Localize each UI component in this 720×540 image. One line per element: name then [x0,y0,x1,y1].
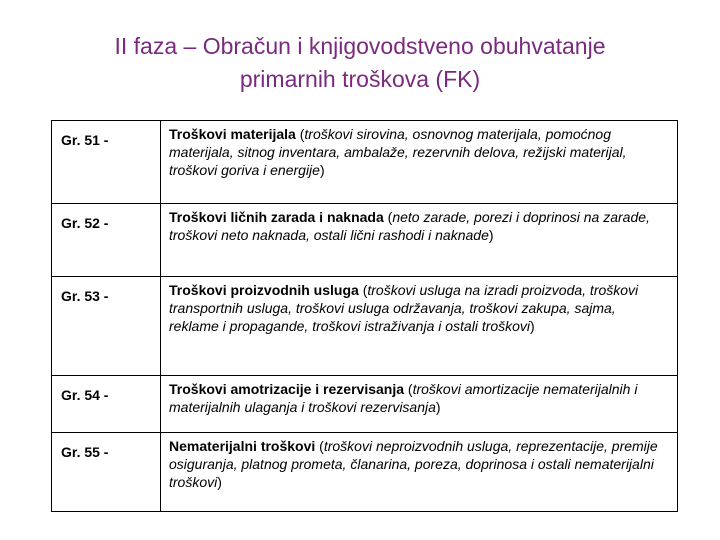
table-row [52,204,678,277]
group-description: Troškovi ličnih zarada i naknada (neto zarade, porezi i doprinosi na zarade, troškovi neto naknada, ostali lični rashodi i naknade) [161,204,678,277]
group-description: Troškovi materijala (troškovi sirovina, osnovnog materijala, pomoćnog materijala, sitnog inventara, ambalaže, rezervnih delova, režijski materijal, troškovi goriva i energije) [161,121,678,204]
group-detail: neto zarade, porezi i doprinosi na zarade, troškovi neto naknada, ostali lični rashodi i naknade [169,209,650,243]
group-code: Gr. 54 - [52,376,161,433]
group-detail: troškovi neproizvodnih usluga, reprezentacije, premije osiguranja, platnog prometa, članarina, poreza, doprinosa i ostali nematerijalni troškovi [169,438,658,490]
group-name: Troškovi proizvodnih usluga [169,282,359,298]
group-description: Nematerijalni troškovi (troškovi neproizvodnih usluga, reprezentacije, premije osiguranja, platnog prometa, članarina, poreza, doprinosa i ostali nematerijalni troškovi) [161,433,678,512]
group-name: Troškovi ličnih zarada i naknada [169,209,384,225]
table-row [52,376,678,433]
group-code: Gr. 53 - [52,277,161,376]
group-description: Troškovi amotrizacije i rezervisanja (troškovi amortizacije nematerijalnih i materijalnih ulaganja i troškovi rezervisanja) [161,376,678,433]
group-name: Troškovi amotrizacije i rezervisanja [169,381,405,397]
group-name: Troškovi materijala [169,126,296,142]
cost-groups-table [51,120,678,512]
table-row [52,121,678,204]
group-code: Gr. 52 - [52,204,161,277]
table-row [52,433,678,512]
table-row [52,277,678,376]
group-detail: troškovi amortizacije nematerijalnih i materijalnih ulaganja i troškovi rezervisanja [169,381,638,415]
group-description: Troškovi proizvodnih usluga (troškovi usluga na izradi proizvoda, troškovi transportnih usluga, troškovi usluga održavanja, troškovi zakupa, sajma, reklame i propagande, troškovi istraživanja i ostali troškovi) [161,277,678,376]
slide-title-line-1: II faza – Obračun i knjigovodstveno obuhvatanje [114,33,606,59]
group-name: Nematerijalni troškovi [169,438,316,454]
slide-title [40,30,680,96]
group-detail: troškovi sirovina, osnovnog materijala, pomoćnog materijala, sitnog inventara, ambalaže, rezervnih delova, režijski materijal, troškovi goriva i energije [169,126,627,178]
group-code: Gr. 55 - [52,433,161,512]
slide-title-line-2: primarnih troškova (FK) [239,66,481,92]
group-code: Gr. 51 - [52,121,161,204]
group-detail: troškovi usluga na izradi proizvoda, troškovi transportnih usluga, troškovi usluga održavanja, troškovi zakupa, sajma, reklame i propagande, troškovi istraživanja i ostali troškovi [169,282,639,334]
